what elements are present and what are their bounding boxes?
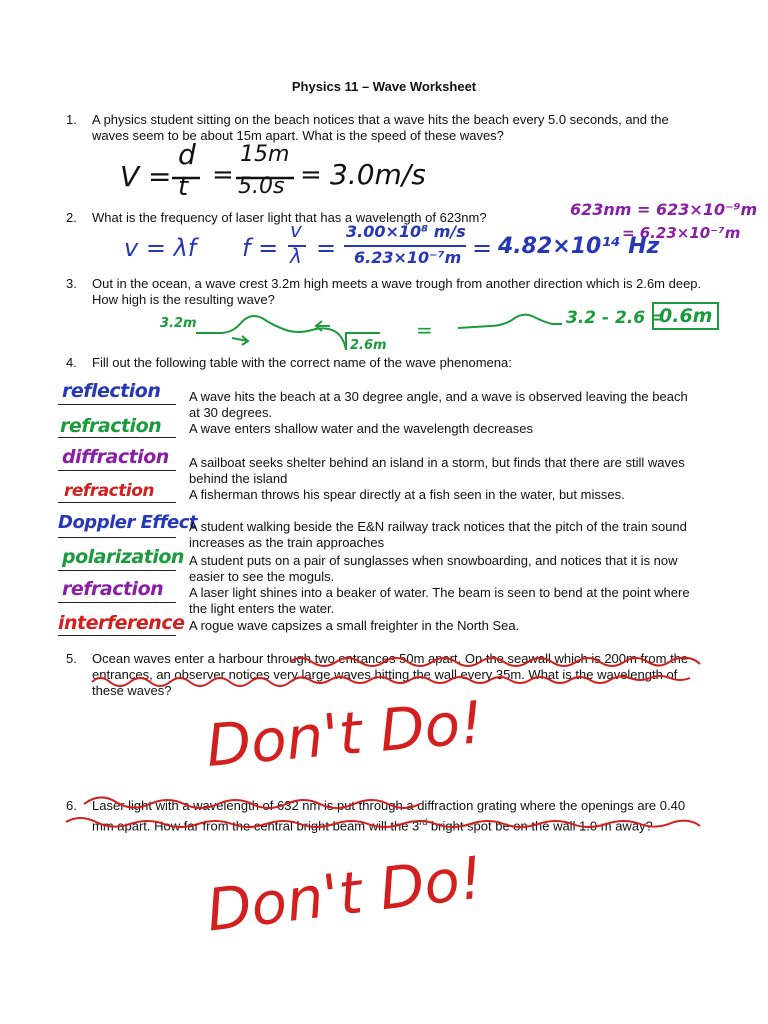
- answer-diffraction: diffraction: [62, 446, 169, 468]
- answer-refraction: refraction: [60, 415, 162, 437]
- q3-eq: =: [416, 318, 433, 342]
- q1-v-equals: V =: [120, 160, 172, 193]
- strike-through-squiggle: [290, 658, 700, 666]
- q2-eq: =: [316, 234, 337, 262]
- question-text: Fill out the following table with the correct name of the wave phenomena:: [92, 355, 512, 370]
- answer-interference: interference: [58, 612, 185, 634]
- question-number: 1.: [66, 112, 77, 127]
- q2-result: 4.82×10¹⁴ Hz: [498, 234, 660, 259]
- trough-sketch: [346, 333, 380, 350]
- q2-denominator: 6.23×10⁻⁷m: [354, 248, 462, 267]
- question-number: 5.: [66, 651, 77, 666]
- result-wave-sketch: [458, 315, 562, 328]
- question-text: Out in the ocean, a wave crest 3.2m high meets a wave trough from another direction which is 2.6m deep. How high is the resulting wave?: [92, 276, 702, 307]
- question-text: Ocean waves enter a harbour through two entrances 50m apart. On the seawall which is 200m from the entrances, an observer notices very large waves hitting the wall every 35m. What is the wavelength of these waves?: [92, 651, 689, 698]
- q3-result-box: 0.6m: [652, 302, 719, 330]
- q3-trough-label: 2.6m: [350, 338, 387, 353]
- question-number: 4.: [66, 355, 77, 370]
- q1-result: 3.0m/s: [330, 158, 426, 191]
- q3-calc: 3.2 - 2.6 =: [566, 308, 666, 328]
- phenomenon-description: A wave enters shallow water and the wavelength decreases: [189, 421, 533, 436]
- phenomenon-description: A sailboat seeks shelter behind an island in a storm, but finds that there are still waves behind the island: [189, 455, 685, 486]
- phenomenon-description: A laser light shines into a beaker of water. The beam is seen to bend at the point where the light enters the water.: [189, 585, 690, 616]
- worksheet-title: Physics 11 – Wave Worksheet: [291, 79, 477, 94]
- q2-eq2: =: [472, 234, 493, 262]
- phenomenon-description: A wave hits the beach at a 30 degree angle, and a wave is observed leaving the beach at 30 degrees.: [189, 389, 688, 420]
- answer-polarization: polarization: [62, 546, 184, 568]
- q1-t: t: [178, 172, 189, 202]
- q2-wave-equation: v = λf: [124, 234, 197, 262]
- question-text-part: bright spot be on the wall 1.0 m away?: [427, 818, 653, 834]
- question-number: 2.: [66, 210, 77, 225]
- answer-refraction-3: refraction: [62, 578, 164, 600]
- phenomenon-description: A student walking beside the E&N railway track notices that the pitch of the train sound increases as the train approaches: [189, 519, 687, 550]
- q2-conversion-2: = 6.23×10⁻⁷m: [622, 224, 741, 242]
- superscript: rd: [419, 817, 428, 827]
- q3-crest-label: 3.2m: [160, 316, 197, 331]
- strike-through-squiggle: [66, 818, 700, 827]
- q1-d: d: [178, 138, 196, 171]
- question-text-part: Laser light with a wavelength of 632 nm is put through a diffraction grating where the openings are 0.40 mm apart. How far from the central bright beam will the 3: [92, 798, 686, 834]
- q1-numerator: 15m: [240, 142, 290, 167]
- phenomenon-description: A fisherman throws his spear directly at a fish seen in the water, but misses.: [189, 487, 625, 502]
- question-text: What is the frequency of laser light that has a wavelength of 623nm?: [92, 210, 487, 225]
- answer-doppler-effect: Doppler Effect: [58, 512, 198, 533]
- q2-f-numerator: v: [290, 218, 302, 242]
- strike-through-squiggle: [92, 676, 690, 686]
- crest-wave-sketch: [196, 316, 346, 350]
- q2-f-equals: f =: [242, 234, 279, 262]
- dont-do-note: Don't Do!: [202, 843, 487, 945]
- question-text: A physics student sitting on the beach notices that a wave hits the beach every 5.0 seconds, and the waves seem to be about 15m apart. What is the speed of these waves?: [92, 112, 669, 143]
- q1-eq2: =: [300, 160, 322, 190]
- answer-refraction-2: refraction: [64, 481, 154, 501]
- q2-conversion-1: 623nm = 623×10⁻⁹m: [570, 200, 758, 219]
- q1-denominator: 5.0s: [238, 174, 285, 199]
- question-number: 6.: [66, 798, 77, 813]
- question-number: 3.: [66, 276, 77, 291]
- phenomenon-description: A rogue wave capsizes a small freighter in the North Sea.: [189, 618, 520, 633]
- answer-reflection: reflection: [62, 380, 161, 402]
- phenomenon-description: A student puts on a pair of sunglasses when snowboarding, and notices that it is now easier to see the moguls.: [189, 553, 678, 584]
- q2-f-denominator: λ: [290, 244, 302, 268]
- strike-through-squiggle: [84, 797, 420, 808]
- q1-eq1: =: [212, 160, 234, 190]
- q2-numerator: 3.00×10⁸ m/s: [346, 222, 466, 241]
- arrow-right-icon: [232, 336, 248, 345]
- dont-do-note: Don't Do!: [203, 688, 486, 780]
